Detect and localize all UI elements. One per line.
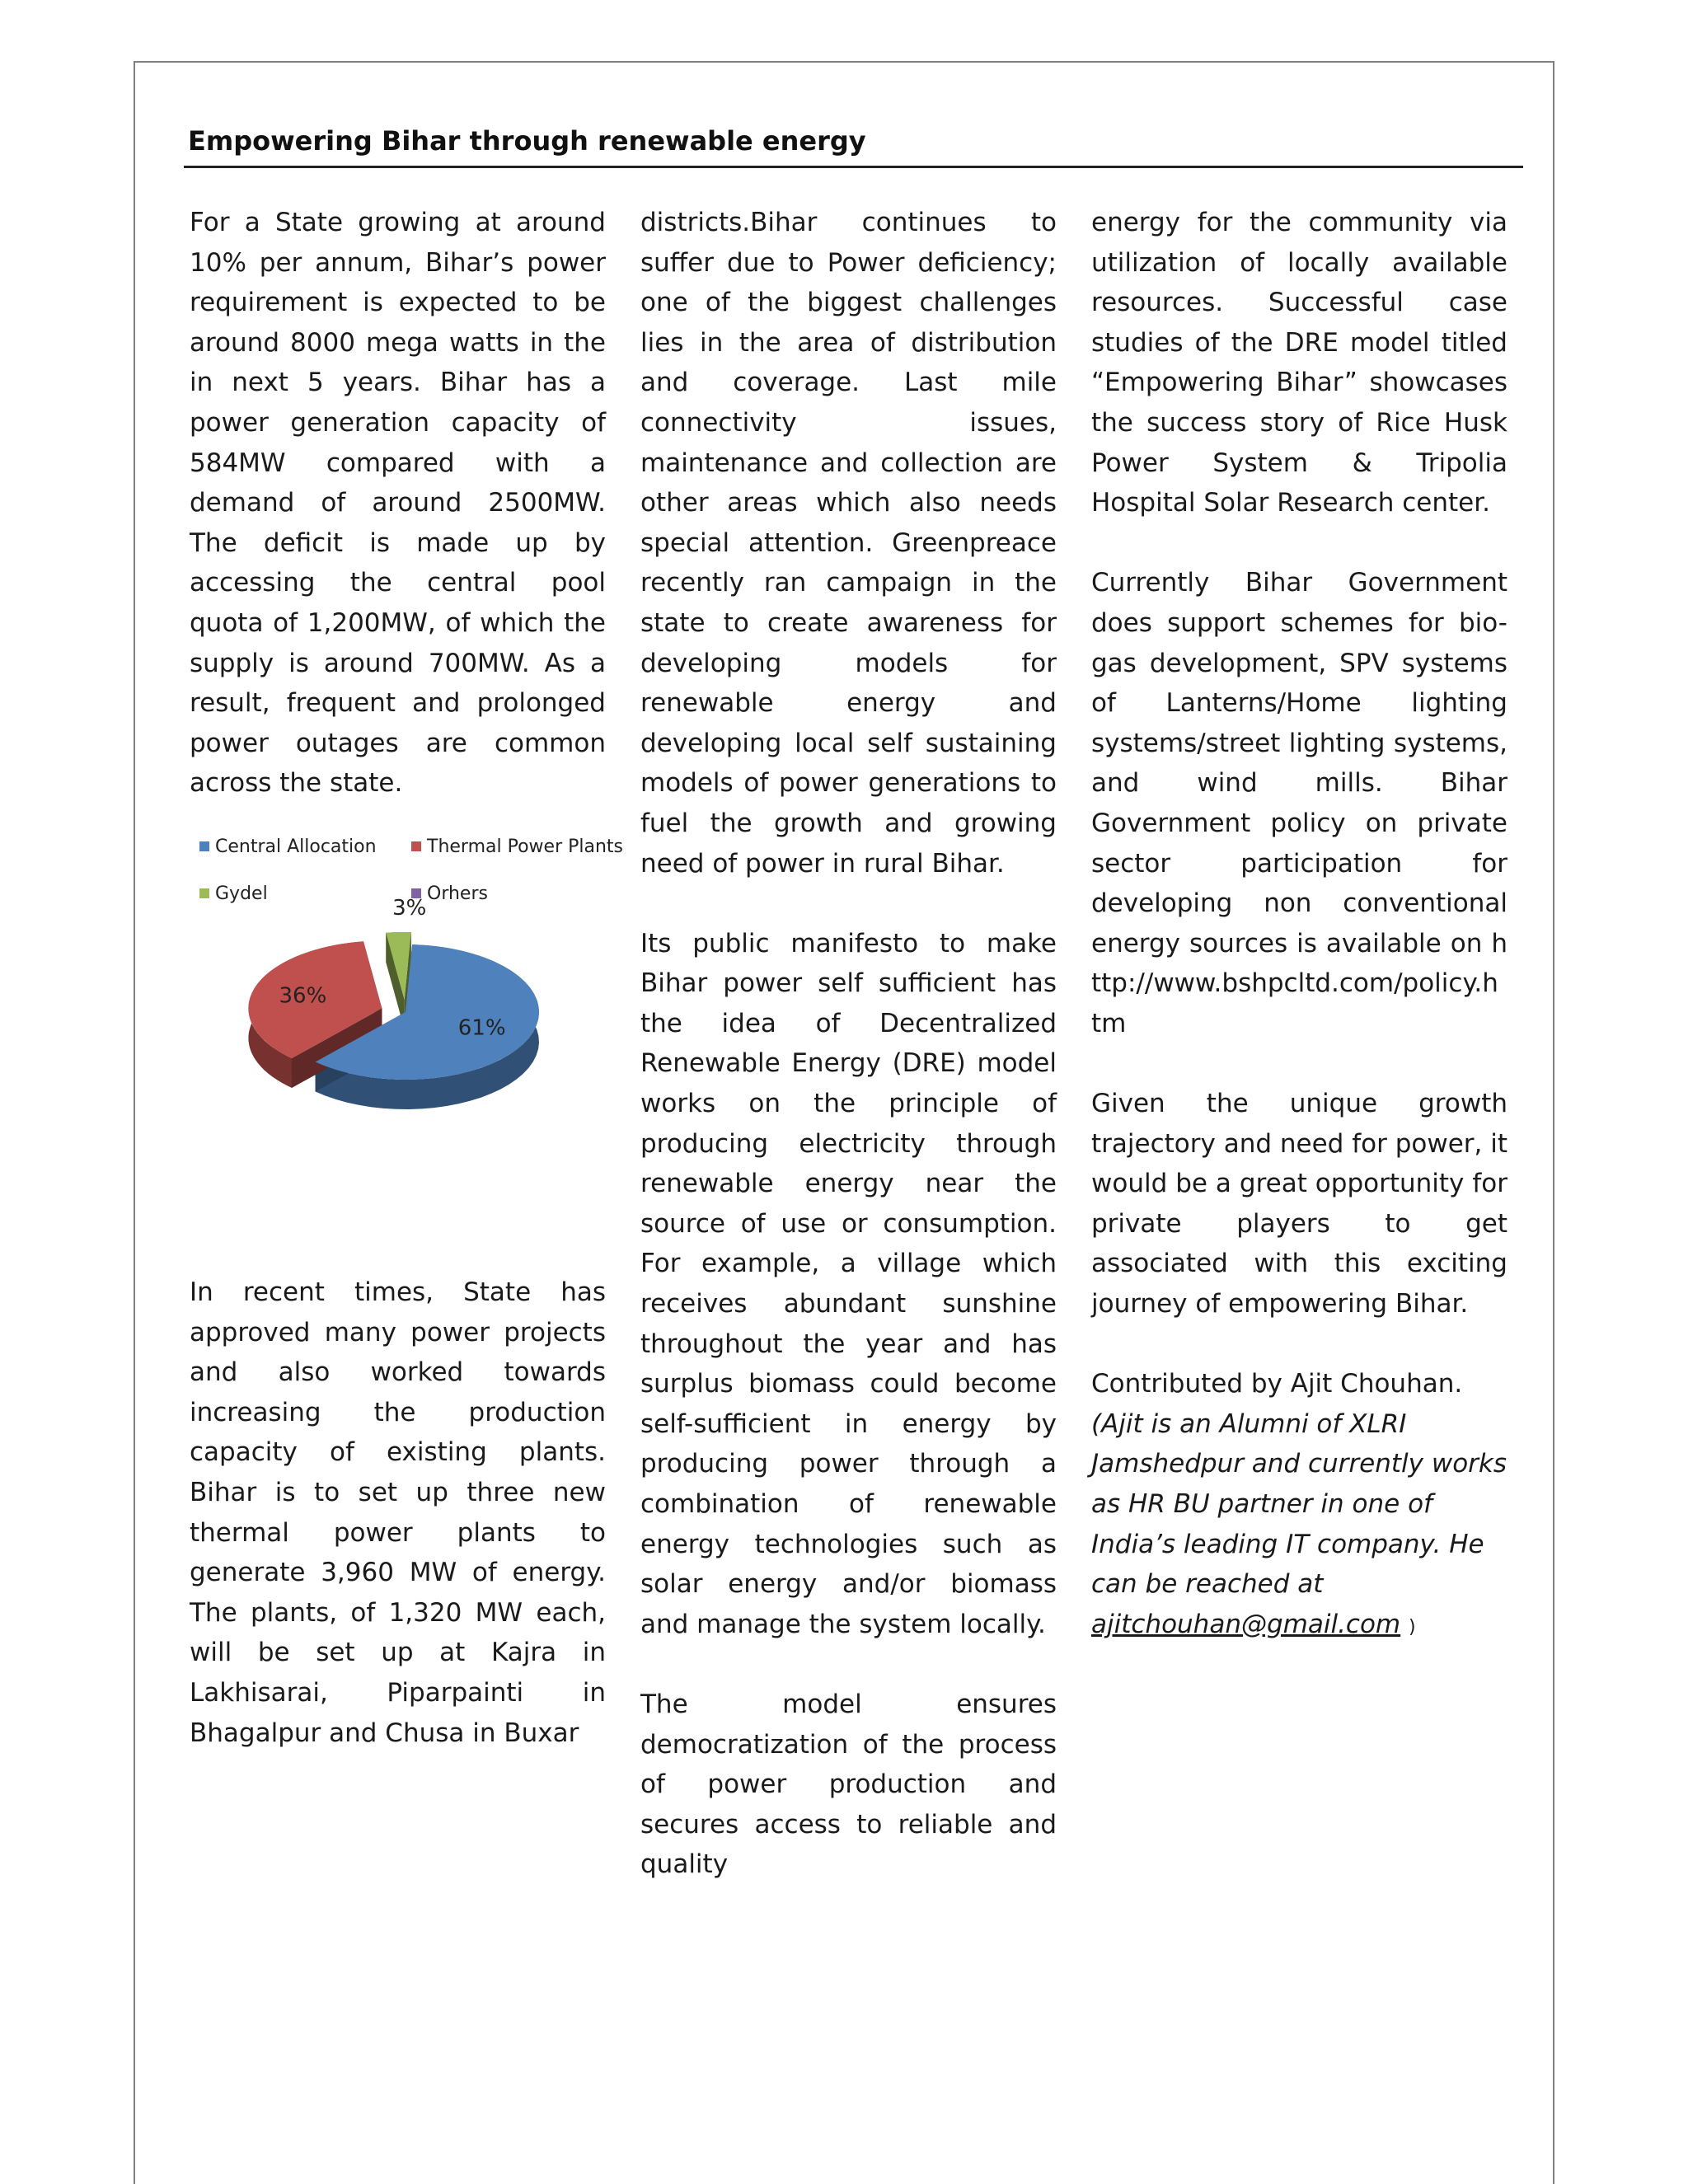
pie-chart: [190, 824, 626, 1170]
contributor-note: [1091, 1364, 1507, 1647]
column-2: [640, 203, 1057, 1885]
title-rule: [184, 166, 1523, 168]
pie-chart-graphic: [190, 824, 626, 1170]
legend-label: Thermal Power Plants: [427, 837, 623, 857]
col3-paragraph-3: Given the unique growth trajectory and need for power, it would be a great opportunity for private players to get associated with this exciting journey of empowering Bihar.: [1091, 1089, 1507, 1319]
column-1: [190, 203, 606, 804]
col2-paragraph-1: districts.Bihar continues to suffer due to Power deficiency; one of the biggest challenges lies in the area of distribution and coverage. Last mile connectivity issues, maintenance and collection are other areas which also needs special attention. Greenpreace recently ran campaign in the state to create awareness for developing models for renewable energy and developing local self sustaining models of power generations to fuel the growth and growing need of power in rural Bihar.: [640, 208, 1057, 879]
pie-data-label: 61%: [457, 1015, 506, 1041]
legend-label: Central Allocation: [215, 837, 377, 857]
col1-paragraph-2: In recent times, State has approved many power projects and also worked towards increasing the production capacity of existing plants. Bihar is to set up three new thermal power plants to generate 3,960 MW of energy. The plants, of 1,320 MW each, will be set up at Kajra in Lakhisarai, Piparpainti in Bhagalpur and Chusa in Buxar: [190, 1277, 606, 1748]
closing-paren: ): [1409, 1616, 1416, 1638]
pie-data-label: 3%: [392, 896, 427, 921]
col1-paragraph-1: For a State growing at around 10% per annum, Bihar’s power requirement is expected to be around 8000 mega watts in the in next 5 years. Bihar has a power generation capacity of 584MW compared with a demand of around 2500MW. The deficit is made up by accessing the central pool quota of 1,200MW, of which the supply is around 700MW. As a result, frequent and prolonged power outages are common across the state.: [190, 208, 606, 799]
legend-label: Orhers: [427, 883, 488, 904]
column-1-continued: [190, 1272, 606, 1753]
pie-data-label: 36%: [279, 983, 327, 1009]
col2-paragraph-3: The model ensures democratization of the process of power production and secures access to reliable and quality: [640, 1689, 1057, 1880]
col3-paragraph-1: energy for the community via utilization of locally available resources. Successful case studies of the DRE model titled “Empowering Bihar” showcases the success story of Rice Husk Power System & Tripolia Hospital Solar Research center.: [1091, 208, 1507, 518]
contributor-bio: (Ajit is an Alumni of XLRI Jamshedpur and currently works as HR BU partner in one of India’s leading IT company. He can be reached at: [1091, 1408, 1507, 1600]
contributor-email-link[interactable]: ajitchouhan@gmail.com: [1091, 1609, 1401, 1639]
policy-link[interactable]: http://www.bshpcltd.com/policy.htm: [1091, 928, 1507, 1038]
page-title: Empowering Bihar through renewable energy: [188, 125, 866, 157]
column-3: [1091, 203, 1507, 1647]
col3-paragraph-2: [1091, 563, 1507, 1043]
col2-paragraph-2: Its public manifesto to make Bihar power self sufficient has the idea of Decentralized Renewable Energy (DRE) model works on the principle of producing electricity through renewable energy near the source of use or consumption. For example, a village which receives abundant sunshine throughout the year and has surplus biomass could become self-sufficient in energy by producing power through a combination of renewable energy technologies such as solar energy and/or biomass and manage the system locally.: [640, 928, 1057, 1639]
col3-paragraph-2-text: Currently Bihar Government does support schemes for bio-gas development, SPV systems of Lanterns/Home lighting systems/street lighting systems, and wind mills. Bihar Government policy on private sector participation for developing non conventional energy sources is available on: [1091, 568, 1507, 958]
contributor-name: Contributed by Ajit Chouhan.: [1091, 1369, 1463, 1399]
legend-label: Gydel: [215, 883, 268, 904]
